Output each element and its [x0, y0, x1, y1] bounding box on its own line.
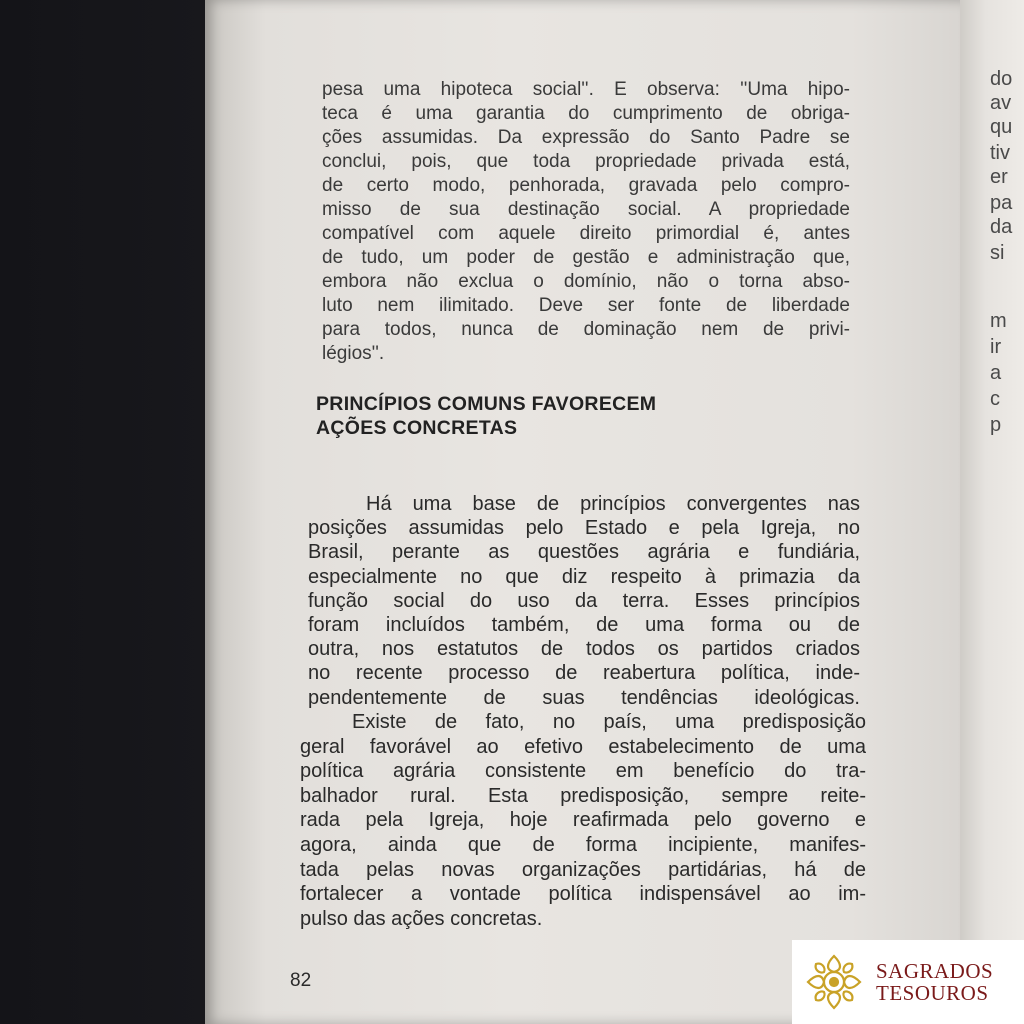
brand-line: TESOUROS	[876, 981, 989, 1005]
text-line: compatível com aquele direito primordial é, antes	[322, 223, 850, 244]
next-page-fragment: do	[990, 68, 1013, 90]
text-line: função social do uso da terra. Esses princípios	[308, 589, 860, 612]
text-line: foram incluídos também, de uma forma ou de	[308, 614, 860, 637]
text-line: embora não exclua o domínio, não o torna abso-	[322, 271, 850, 292]
ornament-logo-icon	[802, 950, 866, 1014]
text-line: légios''.	[322, 343, 385, 364]
watermark-badge	[792, 940, 1024, 1024]
text-line: agora, ainda que de forma incipiente, manifes-	[300, 833, 866, 856]
text-line: conclui, pois, que toda propriedade privada está,	[322, 151, 850, 172]
text-line: fortalecer a vontade política indispensável ao im-	[300, 883, 866, 906]
body-paragraph-1	[308, 492, 860, 710]
text-line: pulso das ações concretas.	[300, 907, 543, 930]
section-heading	[316, 392, 656, 440]
text-line: pesa uma hipoteca social''. E observa: ''Uma hipo-	[322, 79, 850, 100]
quote-paragraph	[322, 78, 850, 366]
next-page-fragment: tiv	[990, 142, 1010, 164]
next-page-fragment: er	[990, 166, 1008, 188]
text-line: Existe de fato, no país, uma predisposição	[352, 711, 866, 733]
text-line: balhador rural. Esta predisposição, sempre reite-	[300, 784, 866, 807]
section-heading-line: AÇÕES CONCRETAS	[316, 417, 518, 439]
text-line: pendentemente de suas tendências ideológicas.	[308, 686, 860, 709]
text-line: outra, nos estatutos de todos os partidos criados	[308, 638, 860, 661]
brand-line: SAGRADOS	[876, 959, 994, 983]
text-line: de certo modo, penhorada, gravada pelo compro-	[322, 175, 850, 196]
page-number: 82	[290, 970, 312, 991]
text-line: no recente processo de reabertura política, inde-	[308, 662, 860, 685]
next-page-fragment: da	[990, 216, 1013, 238]
text-line: política agrária consistente em benefício do tra-	[300, 760, 866, 783]
body-paragraph-2	[300, 710, 866, 931]
text-line: Há uma base de princípios convergentes nas	[366, 493, 860, 515]
text-line: geral favorável ao efetivo estabelecimento de uma	[300, 735, 866, 758]
next-page-fragment: av	[990, 92, 1012, 114]
text-line: rada pela Igreja, hoje reafirmada pelo governo e	[300, 809, 866, 832]
text-line: tada pelas novas organizações partidárias, há de	[300, 858, 866, 881]
text-line: luto nem ilimitado. Deve ser fonte de liberdade	[322, 295, 850, 316]
text-line: ções assumidas. Da expressão do Santo Padre se	[322, 127, 850, 148]
text-line: misso de sua destinação social. A propriedade	[322, 199, 850, 220]
text-line: especialmente no que diz respeito à primazia da	[308, 565, 860, 588]
brand-name	[876, 960, 993, 1004]
text-line: Brasil, perante as questões agrária e fundiária,	[308, 541, 860, 564]
text-line: posições assumidas pelo Estado e pela Igreja, no	[308, 517, 860, 540]
section-heading-line: PRINCÍPIOS COMUNS FAVORECEM	[316, 393, 657, 415]
adjacent-page-edge	[960, 0, 1024, 1024]
next-page-fragment: ir	[990, 336, 1002, 358]
text-line: teca é uma garantia do cumprimento de obriga-	[322, 103, 850, 124]
next-page-fragment: c	[990, 388, 1000, 410]
next-page-fragment: pa	[990, 192, 1013, 214]
next-page-fragment: p	[990, 414, 1002, 436]
next-page-fragment: a	[990, 362, 1002, 384]
text-line: de tudo, um poder de gestão e administração que,	[322, 247, 850, 268]
text-line: para todos, nunca de dominação nem de privi-	[322, 319, 850, 340]
next-page-fragment: qu	[990, 116, 1013, 138]
next-page-fragment: si	[990, 242, 1005, 264]
next-page-fragment: m	[990, 310, 1007, 332]
